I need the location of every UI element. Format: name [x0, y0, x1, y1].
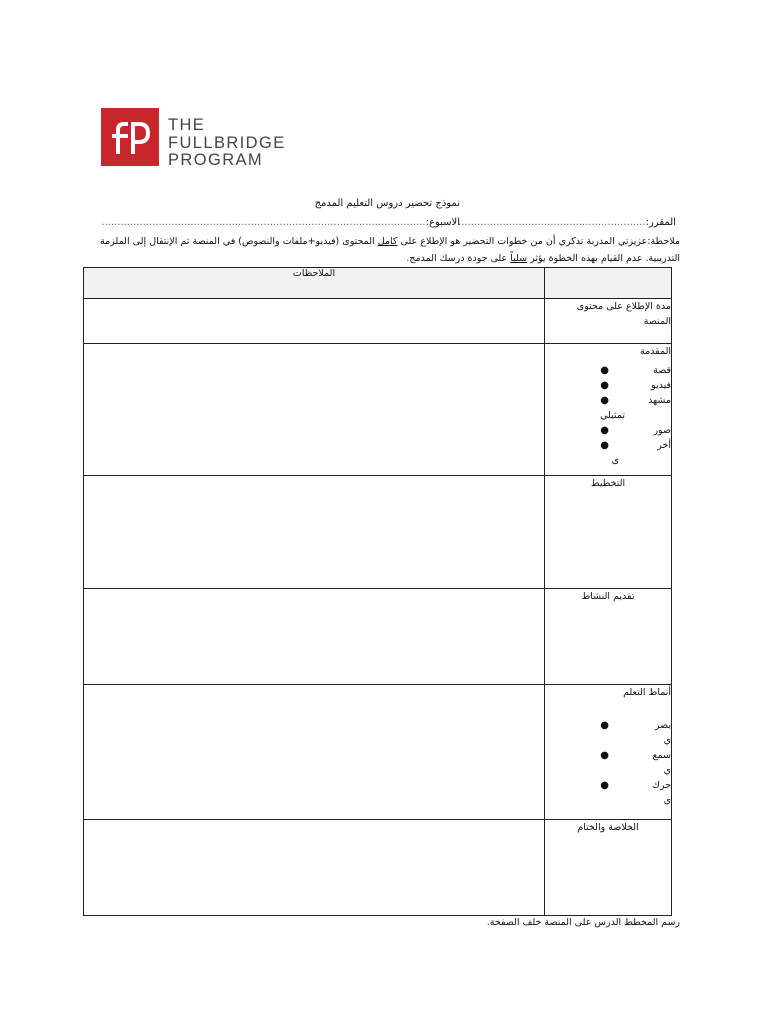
- row4-label: تقديم النشاط: [581, 591, 635, 602]
- week-label: الاسبوع:: [425, 217, 460, 228]
- row5-label: أنماط التعلم: [623, 687, 671, 698]
- notes-cell-4[interactable]: [84, 589, 545, 685]
- note-part-2: المحتوى (فيديو+ملفات والنصوص) في المنصة ثم الإنتقال إلى الملزمة التدريبية. عدم القيام بهذه الخطوة يؤثر: [100, 236, 680, 264]
- table-row: [84, 589, 672, 685]
- list-item: سمع ●: [600, 750, 671, 761]
- header-blank-cell: [545, 268, 672, 299]
- notes-cell-5[interactable]: [84, 685, 545, 820]
- table-row: [84, 476, 672, 589]
- label-cell-1: [545, 299, 672, 344]
- list-item: قصة ●: [600, 365, 671, 376]
- course-dots: ...........................................................: [458, 217, 646, 228]
- list-item: بصر ●: [600, 720, 671, 731]
- intro-tail-text: ى: [611, 455, 619, 466]
- notes-cell-2[interactable]: [84, 344, 545, 476]
- week-line: [101, 217, 460, 228]
- lesson-plan-table: [83, 267, 672, 916]
- row1-label: مدة الإطلاع على محتوى المنصة: [576, 301, 671, 327]
- bullet-icon: ●: [600, 380, 609, 391]
- row3-label: التخطيط: [590, 478, 626, 489]
- intro-list: [545, 363, 671, 408]
- label-cell-6: [545, 820, 672, 916]
- label-cell-4: [545, 589, 672, 685]
- bullet-icon: ●: [600, 425, 609, 436]
- row2-label: المقدمة: [639, 346, 671, 357]
- week-dots: ......................................................................................................: [101, 217, 426, 228]
- list-item: فيديو ●: [600, 380, 671, 391]
- list-item-cont: ي: [663, 765, 671, 776]
- row6-label: الخلاصة والختام: [577, 822, 639, 833]
- notes-cell-1[interactable]: [84, 299, 545, 344]
- notes-cell-6[interactable]: [84, 820, 545, 916]
- note-part-1: ملاحظة:عزيزتي المدربة تذكري أن من خطوات التحضير هو الإطلاع على: [397, 236, 680, 247]
- label-cell-3: [545, 476, 672, 589]
- bullet-icon: ●: [600, 720, 609, 731]
- list-item: حرك ●: [600, 780, 671, 791]
- list-item-cont: ي: [663, 795, 671, 806]
- intro-list-b: [545, 423, 671, 453]
- note-part-3: على جودة درسك المدمج.: [406, 253, 511, 264]
- instruction-note: [100, 233, 680, 267]
- logo-line-3: PROGRAM: [168, 151, 264, 169]
- learning-styles-list: [545, 718, 671, 808]
- bullet-icon: ●: [600, 750, 609, 761]
- bullet-icon: ●: [600, 440, 609, 451]
- label-cell-2: [545, 344, 672, 476]
- note-underline-2: سلباً: [510, 253, 528, 264]
- list-item: مشهد ●: [600, 395, 671, 406]
- bullet-icon: ●: [600, 395, 609, 406]
- course-line: [458, 217, 676, 228]
- note-underline-1: كامل: [377, 236, 398, 247]
- logo-line-1: THE: [168, 116, 206, 134]
- notes-cell-3[interactable]: [84, 476, 545, 589]
- bullet-icon: ●: [600, 780, 609, 791]
- table-row: [84, 299, 672, 344]
- bullet-icon: ●: [600, 365, 609, 376]
- list-item: صور ●: [600, 425, 671, 436]
- header-notes-cell: [84, 268, 545, 299]
- label-cell-5: [545, 685, 672, 820]
- table-row: [84, 344, 672, 476]
- logo-line-2: FULLBRIDGE: [168, 133, 286, 152]
- list-item: أخر ●: [600, 440, 671, 451]
- fullbridge-logo-mark: [101, 108, 159, 166]
- table-row: [84, 820, 672, 916]
- intro-wrap-text: تمثيلي: [600, 410, 625, 421]
- document-title: نموذج تحضير دروس التعليم المدمج: [314, 198, 460, 209]
- footer-note: رسم المخطط الدرس على المنصة خلف الصفحة.: [486, 917, 680, 928]
- fullbridge-logo-text: [168, 117, 286, 170]
- table-row: [84, 685, 672, 820]
- fp-logo-icon: [101, 108, 159, 166]
- course-label: المقرر:: [645, 217, 676, 228]
- table-header-row: [84, 268, 672, 299]
- list-item-cont: ي: [663, 735, 671, 746]
- header-notes: الملاحظات: [292, 268, 336, 279]
